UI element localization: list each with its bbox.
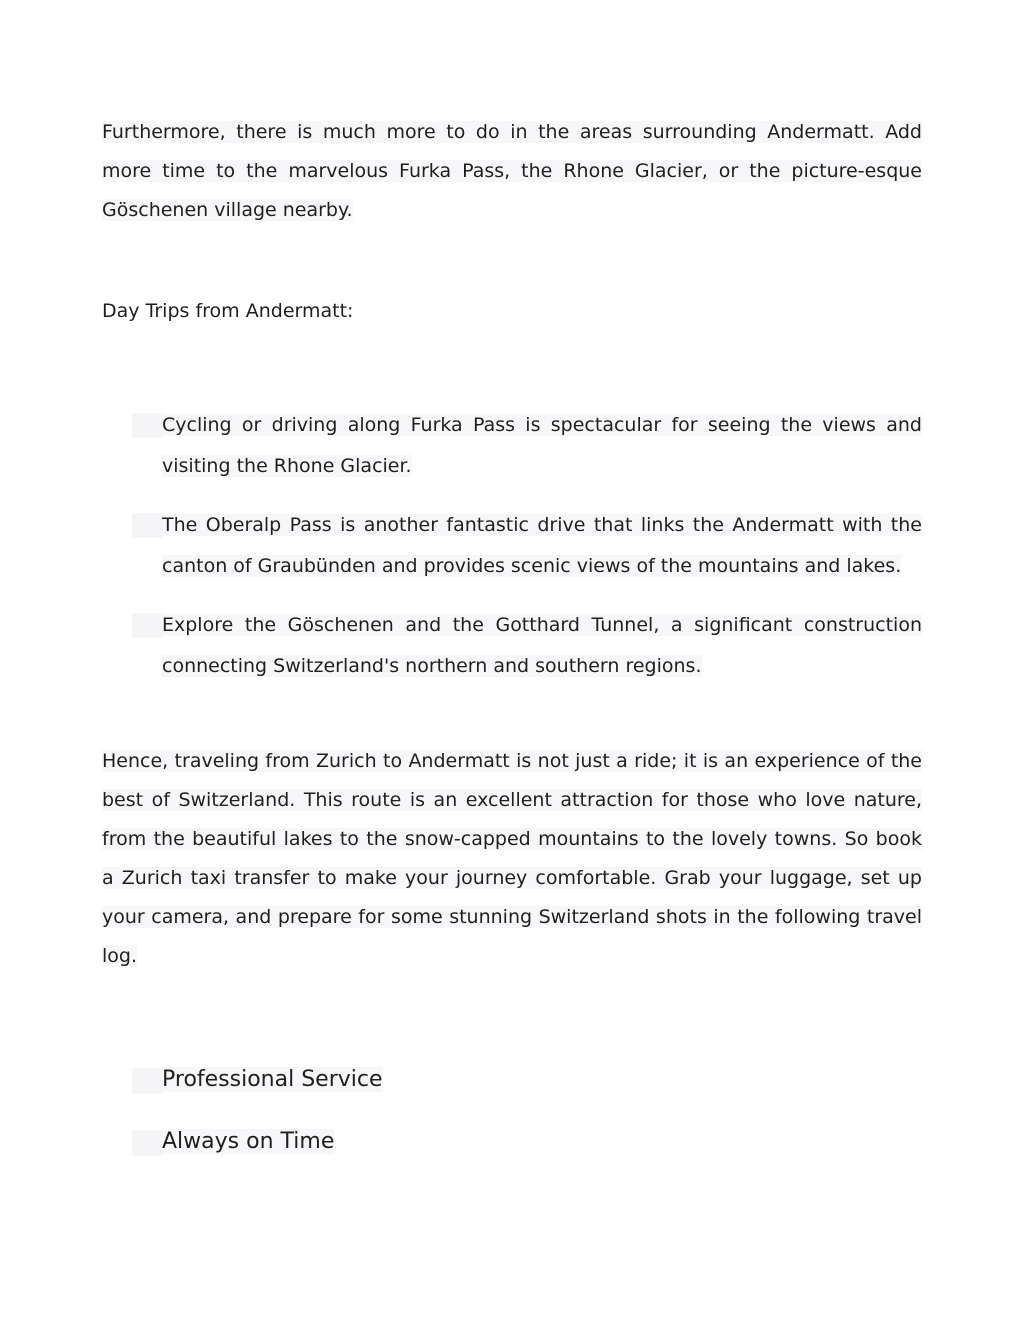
intro-text: Furthermore, there is much more to do in the areas surrounding Andermatt. Add more time to the marvelous Furka Pass, the Rhone Glacier, or the picture-esque Göschenen village nearby. — [102, 121, 922, 221]
bullet-icon — [132, 1130, 162, 1156]
closing-text: Hence, traveling from Zurich to Andermatt is not just a ride; it is an experience of the best of Switzerland. This route is an excellent attraction for those who love nature, from the beautiful lakes to the snow-capped mountains to the lovely towns. So book a Zurich taxi transfer to make your journey comfortable. Grab your luggage, set up your camera, and prepare for some stunning Switzerland shots in the following travel log. — [102, 750, 922, 967]
list-item-text: Cycling or driving along Furka Pass is spectacular for seeing the views and visiting the Rhone Glacier. — [162, 414, 922, 477]
closing-paragraph — [102, 742, 922, 976]
list-item — [102, 605, 922, 687]
list-item-text: The Oberalp Pass is another fantastic drive that links the Andermatt with the canton of Graubünden and provides scenic views of the mountains and lakes. — [162, 514, 922, 577]
day-trips-heading: Day Trips from Andermatt: — [102, 300, 354, 322]
feature-label: Professional Service — [162, 1067, 383, 1092]
document-page — [102, 113, 922, 1186]
feature-label: Always on Time — [162, 1129, 335, 1154]
intro-paragraph — [102, 113, 922, 230]
list-item — [102, 405, 922, 487]
feature-item — [102, 1124, 922, 1160]
day-trips-list — [102, 405, 922, 687]
features-list — [102, 1062, 922, 1160]
bullet-icon — [132, 513, 162, 538]
bullet-icon — [132, 1068, 162, 1094]
bullet-icon — [132, 413, 162, 438]
feature-item — [102, 1062, 922, 1098]
list-item — [102, 505, 922, 587]
bullet-icon — [132, 613, 162, 638]
list-item-text: Explore the Göschenen and the Gotthard Tunnel, a significant construction connecting Switzerland's northern and southern regions. — [162, 614, 922, 677]
